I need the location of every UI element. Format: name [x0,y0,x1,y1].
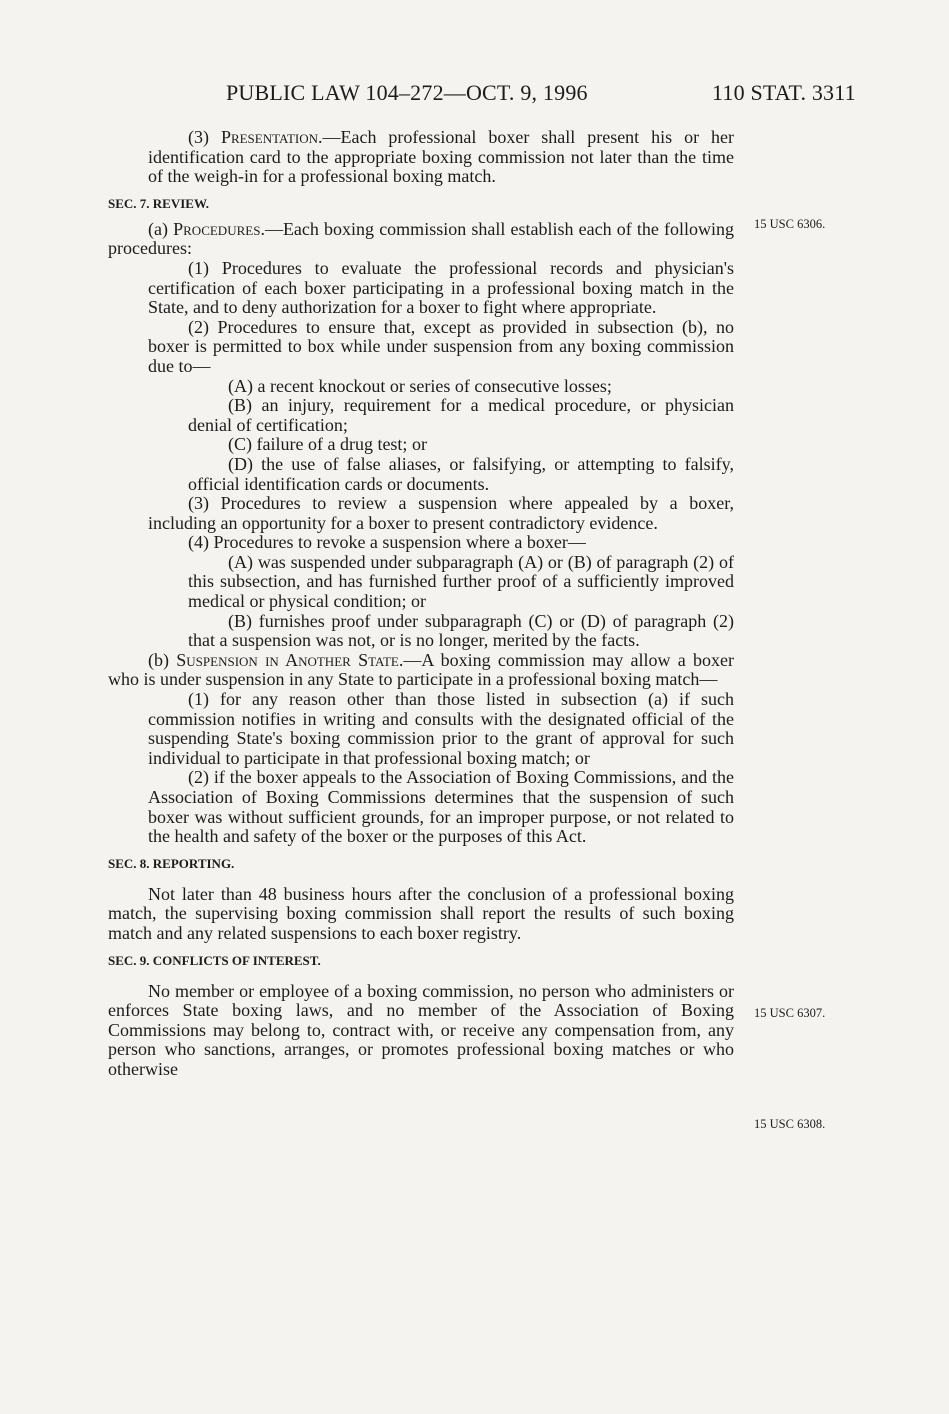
subsection-text: .—Each boxing commission shall establish each of the following procedures: [108,218,734,259]
subparagraph-a2C: (C) failure of a drug test; or [228,434,427,455]
subsection-heading: Suspension in Another State [176,649,399,670]
document-body [108,128,734,1080]
subparagraph-a2B: (B) an injury, requirement for a medical procedure, or physician denial of certification; [188,395,734,435]
section-8-text: Not later than 48 business hours after the conclusion of a professional boxing match, the supervising boxing commission shall report the results of such boxing match and any related suspensions to each boxer registry. [108,883,734,943]
header-law-title: PUBLIC LAW 104–272—OCT. 9, 1996 [226,80,588,105]
margin-note-sec8: 15 USC 6307. [754,1006,826,1020]
header-statute-page: 110 STAT. 3311 [712,80,856,105]
paragraph-a4: (4) Procedures to revoke a suspension where a boxer— [188,532,586,553]
subsection-heading: Procedures [173,218,261,239]
paragraph-presentation [108,128,734,187]
subparagraph-a2D: (D) the use of false aliases, or falsifying, or attempting to falsify, official identification cards or documents. [188,453,734,494]
subsection-text: .—A boxing commission may allow a boxer who is under suspension in any State to participate in a professional boxing match— [108,649,734,690]
paragraph-b2: (2) if the boxer appeals to the Association of Boxing Commissions, and the Association of Boxing Commissions determines that the suspension of such boxer was without sufficient grounds, for an improper purpose, or not related to the health and safety of the boxer or the purposes of this Act. [148,767,734,847]
section-heading-8: SEC. 8. REPORTING. [108,855,235,871]
subparagraph-a4B: (B) furnishes proof under subparagraph (C) or (D) of paragraph (2) that a suspension was not, or is no longer, merited by the facts. [188,610,734,651]
paragraph-text: .—Each professional boxer shall present his or her identification card to the appropriate boxing commission not later than the time of the weigh-in for a professional boxing match. [148,127,734,187]
margin-note-sec9: 15 USC 6308. [754,1117,826,1131]
section-heading-9: SEC. 9. CONFLICTS OF INTEREST. [108,952,321,968]
margin-note-sec7: 15 USC 6306. [754,217,826,231]
subparagraph-a2A: (A) a recent knockout or series of consecutive losses; [228,375,612,396]
paragraph-a2: (2) Procedures to ensure that, except as provided in subsection (b), no boxer is permitted to box while under suspension from any boxing commission due to— [148,316,734,376]
section-heading-7: SEC. 7. REVIEW. [108,195,210,211]
section-9-text: No member or employee of a boxing commission, no person who administers or enforces State boxing laws, and no member of the Association of Boxing Commissions may belong to, contract with, or receive any compensation from, any person who sanctions, arranges, or promotes professional boxing matches or who otherwise [108,980,734,1079]
paragraph-a1: (1) Procedures to evaluate the professional records and physician's certification of each boxer participating in a professional boxing match in the State, and to deny authorization for a boxer to fight where appropriate. [148,257,734,318]
paragraph-a3: (3) Procedures to review a suspension where appealed by a boxer, including an opportunity for a boxer to present contradictory evidence. [148,493,734,533]
paragraph-b1: (1) for any reason other than those listed in subsection (a) if such commission notifies in writing and consults with the designated official of the suspending State's boxing commission prior to the grant of approval for such individual to participate in that professional boxing match; or [148,689,734,768]
subsection-number: (a) [148,218,174,239]
paragraph-number: (3) [188,127,221,147]
subparagraph-a4A: (A) was suspended under subparagraph (A) or (B) of paragraph (2) of this subsection, and has furnished further proof of a sufficiently improved medical or physical condition; or [188,551,734,612]
paragraph-heading: Presentation [220,127,319,147]
subsection-a [108,220,734,259]
subsection-b [108,651,734,690]
subsection-number: (b) [148,649,177,670]
